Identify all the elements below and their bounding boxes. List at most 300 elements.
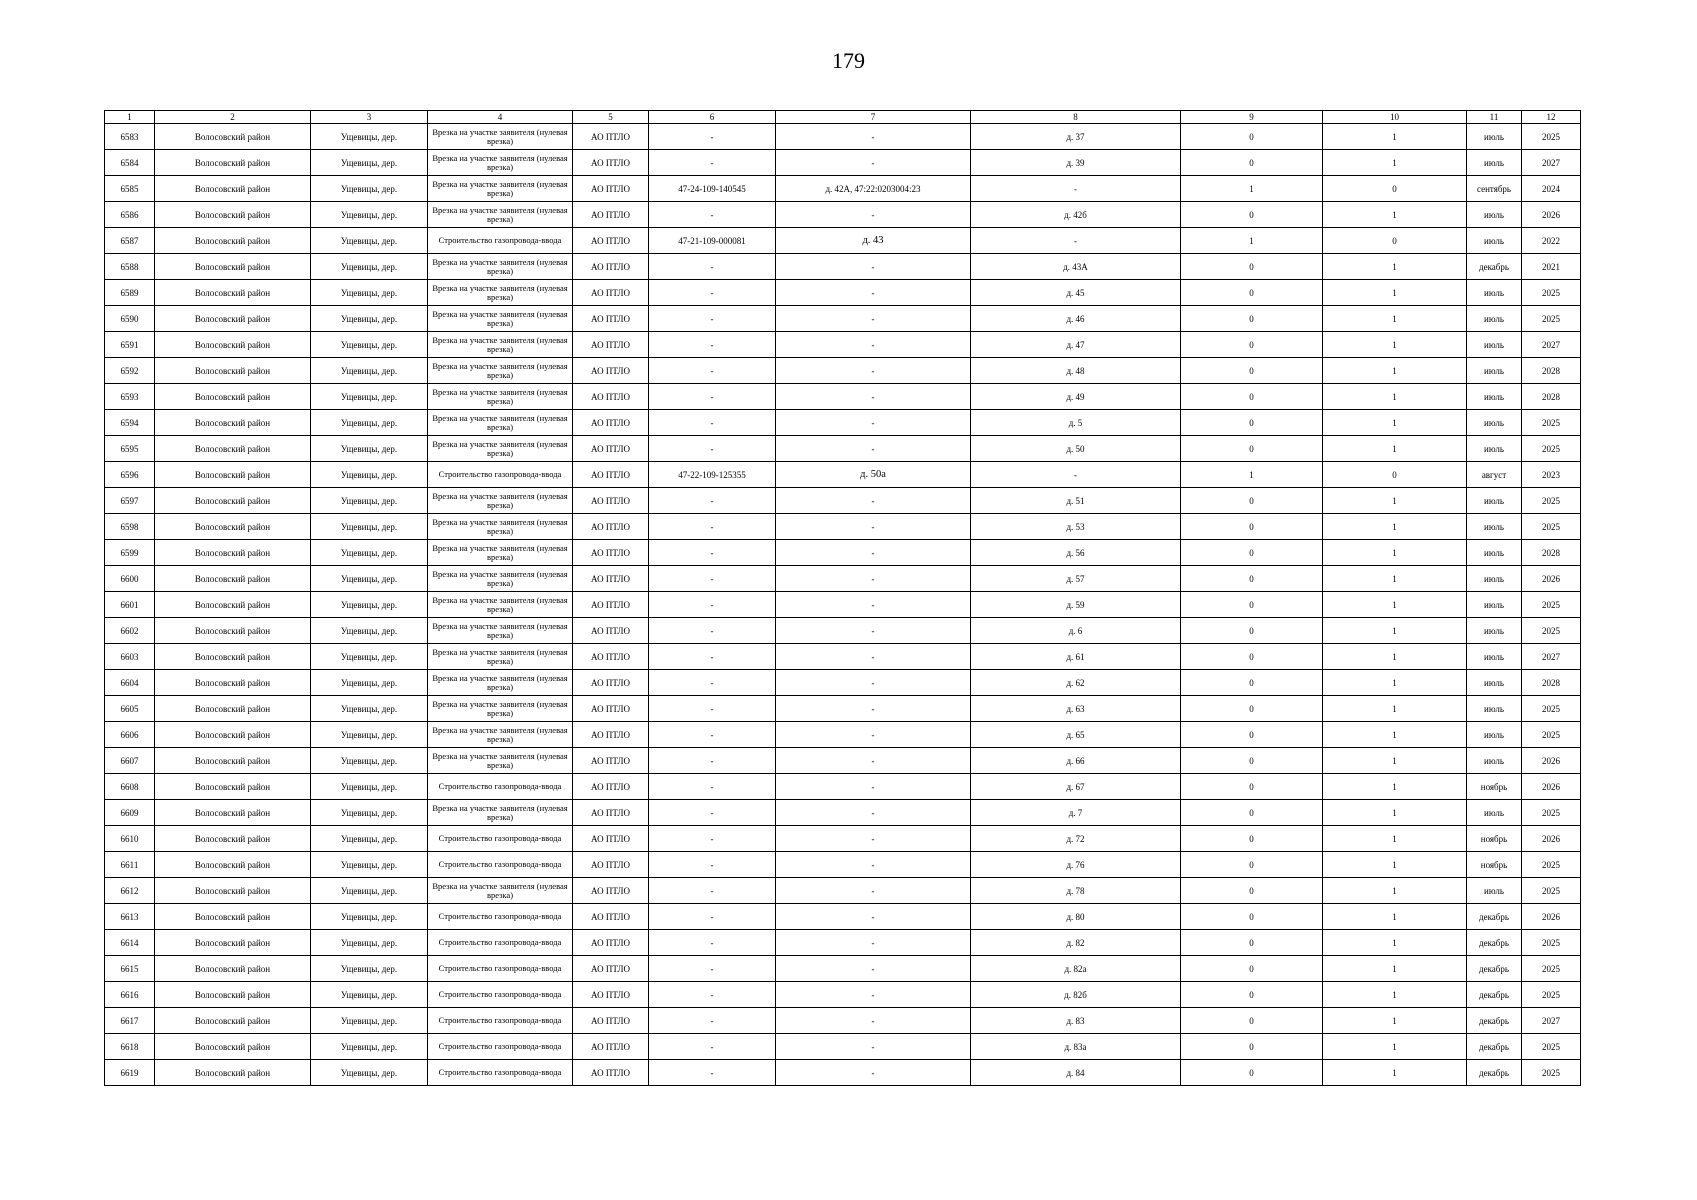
cell-count-a: 0 bbox=[1181, 436, 1323, 462]
cell-cadastral: - bbox=[776, 800, 971, 826]
cell-count-a: 0 bbox=[1181, 644, 1323, 670]
cell-district: Волосовский район bbox=[155, 748, 311, 774]
cell-year: 2026 bbox=[1522, 202, 1581, 228]
cell-permit-number: - bbox=[649, 1034, 776, 1060]
cell-year: 2026 bbox=[1522, 774, 1581, 800]
cell-month: июль bbox=[1467, 410, 1522, 436]
cell-cadastral: - bbox=[776, 1060, 971, 1086]
table-row bbox=[105, 982, 1581, 1008]
cell-month: июль bbox=[1467, 202, 1522, 228]
cell-cadastral: - bbox=[776, 410, 971, 436]
cell-row-id: 6614 bbox=[105, 930, 155, 956]
cell-district: Волосовский район bbox=[155, 358, 311, 384]
cell-count-b: 1 bbox=[1323, 878, 1467, 904]
cell-month: декабрь bbox=[1467, 1008, 1522, 1034]
cell-count-b: 1 bbox=[1323, 1034, 1467, 1060]
cell-month: июль bbox=[1467, 514, 1522, 540]
cell-work-type: Врезка на участке заявителя (нулевая врезка) bbox=[428, 488, 573, 514]
cell-count-b: 1 bbox=[1323, 800, 1467, 826]
column-header-6: 6 bbox=[649, 111, 776, 124]
cell-year: 2022 bbox=[1522, 228, 1581, 254]
cell-month: июль bbox=[1467, 332, 1522, 358]
cell-year: 2025 bbox=[1522, 930, 1581, 956]
cell-permit-number: - bbox=[649, 202, 776, 228]
cell-row-id: 6591 bbox=[105, 332, 155, 358]
cell-cadastral: - bbox=[776, 254, 971, 280]
cell-row-id: 6605 bbox=[105, 696, 155, 722]
table-row bbox=[105, 150, 1581, 176]
table-row bbox=[105, 124, 1581, 150]
column-header-4: 4 bbox=[428, 111, 573, 124]
cell-organization: АО ПТЛО bbox=[573, 514, 649, 540]
table-row bbox=[105, 956, 1581, 982]
table-row bbox=[105, 306, 1581, 332]
cell-count-a: 0 bbox=[1181, 202, 1323, 228]
cell-cadastral: - bbox=[776, 982, 971, 1008]
cell-count-b: 0 bbox=[1323, 462, 1467, 488]
cell-district: Волосовский район bbox=[155, 1034, 311, 1060]
cell-row-id: 6588 bbox=[105, 254, 155, 280]
table-row bbox=[105, 1008, 1581, 1034]
cell-year: 2028 bbox=[1522, 358, 1581, 384]
cell-cadastral: - bbox=[776, 436, 971, 462]
cell-count-a: 0 bbox=[1181, 800, 1323, 826]
cell-year: 2027 bbox=[1522, 332, 1581, 358]
cell-house: - bbox=[971, 228, 1181, 254]
cell-organization: АО ПТЛО bbox=[573, 254, 649, 280]
cell-district: Волосовский район bbox=[155, 722, 311, 748]
cell-cadastral: - bbox=[776, 332, 971, 358]
cell-house: д. 80 bbox=[971, 904, 1181, 930]
cell-organization: АО ПТЛО bbox=[573, 930, 649, 956]
cell-count-b: 1 bbox=[1323, 748, 1467, 774]
cell-count-a: 0 bbox=[1181, 982, 1323, 1008]
cell-cadastral: - bbox=[776, 566, 971, 592]
cell-locality: Ущевицы, дер. bbox=[311, 748, 428, 774]
cell-count-a: 0 bbox=[1181, 878, 1323, 904]
cell-organization: АО ПТЛО bbox=[573, 904, 649, 930]
cell-year: 2025 bbox=[1522, 514, 1581, 540]
cell-permit-number: - bbox=[649, 1008, 776, 1034]
column-header-1: 1 bbox=[105, 111, 155, 124]
cell-year: 2025 bbox=[1522, 410, 1581, 436]
cell-count-a: 0 bbox=[1181, 488, 1323, 514]
cell-organization: АО ПТЛО bbox=[573, 566, 649, 592]
cell-organization: АО ПТЛО bbox=[573, 332, 649, 358]
cell-cadastral: - bbox=[776, 124, 971, 150]
cell-organization: АО ПТЛО bbox=[573, 124, 649, 150]
cell-locality: Ущевицы, дер. bbox=[311, 930, 428, 956]
cell-district: Волосовский район bbox=[155, 332, 311, 358]
cell-row-id: 6584 bbox=[105, 150, 155, 176]
table-row bbox=[105, 774, 1581, 800]
cell-count-b: 1 bbox=[1323, 956, 1467, 982]
cell-work-type: Строительство газопровода-ввода bbox=[428, 774, 573, 800]
cell-work-type: Врезка на участке заявителя (нулевая врезка) bbox=[428, 124, 573, 150]
cell-cadastral: - bbox=[776, 904, 971, 930]
cell-house: д. 5 bbox=[971, 410, 1181, 436]
cell-locality: Ущевицы, дер. bbox=[311, 904, 428, 930]
cell-work-type: Врезка на участке заявителя (нулевая врезка) bbox=[428, 410, 573, 436]
cell-district: Волосовский район bbox=[155, 514, 311, 540]
cell-organization: АО ПТЛО bbox=[573, 1060, 649, 1086]
cell-district: Волосовский район bbox=[155, 1008, 311, 1034]
cell-row-id: 6594 bbox=[105, 410, 155, 436]
cell-count-b: 1 bbox=[1323, 774, 1467, 800]
cell-house: д. 56 bbox=[971, 540, 1181, 566]
cell-locality: Ущевицы, дер. bbox=[311, 618, 428, 644]
cell-count-a: 0 bbox=[1181, 748, 1323, 774]
table-row bbox=[105, 904, 1581, 930]
cell-locality: Ущевицы, дер. bbox=[311, 436, 428, 462]
cell-count-b: 1 bbox=[1323, 358, 1467, 384]
cell-count-a: 0 bbox=[1181, 306, 1323, 332]
cell-count-a: 0 bbox=[1181, 358, 1323, 384]
cell-work-type: Врезка на участке заявителя (нулевая врезка) bbox=[428, 306, 573, 332]
cell-house: д. 63 bbox=[971, 696, 1181, 722]
cell-district: Волосовский район bbox=[155, 150, 311, 176]
cell-count-a: 0 bbox=[1181, 904, 1323, 930]
cell-cadastral: - bbox=[776, 826, 971, 852]
cell-organization: АО ПТЛО bbox=[573, 280, 649, 306]
cell-cadastral: - bbox=[776, 878, 971, 904]
cell-locality: Ущевицы, дер. bbox=[311, 644, 428, 670]
cell-year: 2025 bbox=[1522, 1060, 1581, 1086]
cell-work-type: Врезка на участке заявителя (нулевая врезка) bbox=[428, 696, 573, 722]
cell-organization: АО ПТЛО bbox=[573, 176, 649, 202]
cell-permit-number: - bbox=[649, 930, 776, 956]
cell-count-a: 0 bbox=[1181, 1060, 1323, 1086]
cell-permit-number: - bbox=[649, 436, 776, 462]
cell-permit-number: - bbox=[649, 904, 776, 930]
cell-count-b: 1 bbox=[1323, 254, 1467, 280]
cell-cadastral: - bbox=[776, 1034, 971, 1060]
cell-row-id: 6619 bbox=[105, 1060, 155, 1086]
cell-row-id: 6613 bbox=[105, 904, 155, 930]
cell-month: июль bbox=[1467, 670, 1522, 696]
cell-cadastral: - bbox=[776, 644, 971, 670]
cell-organization: АО ПТЛО bbox=[573, 384, 649, 410]
cell-district: Волосовский район bbox=[155, 176, 311, 202]
cell-work-type: Врезка на участке заявителя (нулевая врезка) bbox=[428, 670, 573, 696]
cell-year: 2023 bbox=[1522, 462, 1581, 488]
cell-locality: Ущевицы, дер. bbox=[311, 384, 428, 410]
cell-district: Волосовский район bbox=[155, 904, 311, 930]
cell-count-a: 0 bbox=[1181, 774, 1323, 800]
gas-connection-table bbox=[104, 110, 1581, 1086]
cell-count-b: 1 bbox=[1323, 514, 1467, 540]
cell-house: д. 83 bbox=[971, 1008, 1181, 1034]
cell-month: июль bbox=[1467, 800, 1522, 826]
cell-work-type: Строительство газопровода-ввода bbox=[428, 930, 573, 956]
cell-work-type: Строительство газопровода-ввода bbox=[428, 1008, 573, 1034]
cell-work-type: Строительство газопровода-ввода bbox=[428, 1060, 573, 1086]
cell-district: Волосовский район bbox=[155, 644, 311, 670]
cell-house: д. 66 bbox=[971, 748, 1181, 774]
cell-row-id: 6595 bbox=[105, 436, 155, 462]
cell-cadastral: - bbox=[776, 852, 971, 878]
cell-row-id: 6586 bbox=[105, 202, 155, 228]
table-row bbox=[105, 540, 1581, 566]
table-row bbox=[105, 1060, 1581, 1086]
cell-month: июль bbox=[1467, 124, 1522, 150]
cell-work-type: Строительство газопровода-ввода bbox=[428, 956, 573, 982]
cell-organization: АО ПТЛО bbox=[573, 670, 649, 696]
cell-count-b: 1 bbox=[1323, 540, 1467, 566]
cell-cadastral: - bbox=[776, 774, 971, 800]
table-row bbox=[105, 436, 1581, 462]
cell-year: 2028 bbox=[1522, 540, 1581, 566]
table-body bbox=[105, 124, 1581, 1086]
cell-locality: Ущевицы, дер. bbox=[311, 410, 428, 436]
cell-organization: АО ПТЛО bbox=[573, 358, 649, 384]
cell-row-id: 6592 bbox=[105, 358, 155, 384]
cell-year: 2025 bbox=[1522, 1034, 1581, 1060]
cell-month: июль bbox=[1467, 878, 1522, 904]
cell-count-a: 0 bbox=[1181, 124, 1323, 150]
cell-locality: Ущевицы, дер. bbox=[311, 488, 428, 514]
cell-year: 2028 bbox=[1522, 384, 1581, 410]
cell-organization: АО ПТЛО bbox=[573, 1008, 649, 1034]
cell-work-type: Врезка на участке заявителя (нулевая врезка) bbox=[428, 800, 573, 826]
cell-month: июль bbox=[1467, 618, 1522, 644]
cell-permit-number: - bbox=[649, 774, 776, 800]
column-header-10: 10 bbox=[1323, 111, 1467, 124]
cell-count-b: 1 bbox=[1323, 644, 1467, 670]
cell-cadastral: - bbox=[776, 488, 971, 514]
cell-row-id: 6610 bbox=[105, 826, 155, 852]
cell-row-id: 6607 bbox=[105, 748, 155, 774]
cell-organization: АО ПТЛО bbox=[573, 800, 649, 826]
cell-count-b: 1 bbox=[1323, 202, 1467, 228]
table-row bbox=[105, 280, 1581, 306]
cell-organization: АО ПТЛО bbox=[573, 644, 649, 670]
cell-locality: Ущевицы, дер. bbox=[311, 722, 428, 748]
cell-row-id: 6617 bbox=[105, 1008, 155, 1034]
cell-house: д. 78 bbox=[971, 878, 1181, 904]
cell-house: д. 43А bbox=[971, 254, 1181, 280]
cell-locality: Ущевицы, дер. bbox=[311, 852, 428, 878]
cell-district: Волосовский район bbox=[155, 228, 311, 254]
cell-month: июль bbox=[1467, 696, 1522, 722]
cell-permit-number: - bbox=[649, 800, 776, 826]
cell-locality: Ущевицы, дер. bbox=[311, 462, 428, 488]
cell-work-type: Врезка на участке заявителя (нулевая врезка) bbox=[428, 514, 573, 540]
cell-row-id: 6593 bbox=[105, 384, 155, 410]
cell-locality: Ущевицы, дер. bbox=[311, 358, 428, 384]
cell-locality: Ущевицы, дер. bbox=[311, 696, 428, 722]
cell-count-b: 0 bbox=[1323, 176, 1467, 202]
cell-row-id: 6606 bbox=[105, 722, 155, 748]
cell-count-b: 1 bbox=[1323, 592, 1467, 618]
cell-count-a: 0 bbox=[1181, 852, 1323, 878]
cell-count-b: 1 bbox=[1323, 722, 1467, 748]
cell-count-a: 0 bbox=[1181, 592, 1323, 618]
table-row bbox=[105, 748, 1581, 774]
cell-work-type: Строительство газопровода-ввода bbox=[428, 904, 573, 930]
cell-row-id: 6608 bbox=[105, 774, 155, 800]
cell-count-b: 1 bbox=[1323, 384, 1467, 410]
cell-district: Волосовский район bbox=[155, 124, 311, 150]
cell-house: д. 7 bbox=[971, 800, 1181, 826]
cell-organization: АО ПТЛО bbox=[573, 956, 649, 982]
cell-cadastral: д. 50а bbox=[776, 462, 971, 488]
cell-row-id: 6615 bbox=[105, 956, 155, 982]
cell-month: июль bbox=[1467, 150, 1522, 176]
cell-month: декабрь bbox=[1467, 982, 1522, 1008]
cell-work-type: Врезка на участке заявителя (нулевая врезка) bbox=[428, 332, 573, 358]
cell-work-type: Врезка на участке заявителя (нулевая врезка) bbox=[428, 150, 573, 176]
cell-locality: Ущевицы, дер. bbox=[311, 176, 428, 202]
cell-organization: АО ПТЛО bbox=[573, 748, 649, 774]
table-row bbox=[105, 878, 1581, 904]
cell-house: д. 84 bbox=[971, 1060, 1181, 1086]
cell-district: Волосовский район bbox=[155, 800, 311, 826]
cell-month: декабрь bbox=[1467, 956, 1522, 982]
cell-house: д. 39 bbox=[971, 150, 1181, 176]
cell-year: 2025 bbox=[1522, 124, 1581, 150]
cell-count-a: 0 bbox=[1181, 150, 1323, 176]
cell-count-b: 1 bbox=[1323, 410, 1467, 436]
cell-row-id: 6583 bbox=[105, 124, 155, 150]
cell-permit-number: - bbox=[649, 150, 776, 176]
cell-district: Волосовский район bbox=[155, 1060, 311, 1086]
cell-permit-number: - bbox=[649, 410, 776, 436]
cell-count-a: 1 bbox=[1181, 176, 1323, 202]
cell-district: Волосовский район bbox=[155, 670, 311, 696]
cell-month: июль bbox=[1467, 566, 1522, 592]
cell-permit-number: - bbox=[649, 124, 776, 150]
cell-count-a: 0 bbox=[1181, 410, 1323, 436]
cell-year: 2028 bbox=[1522, 670, 1581, 696]
cell-locality: Ущевицы, дер. bbox=[311, 280, 428, 306]
cell-count-a: 0 bbox=[1181, 332, 1323, 358]
cell-year: 2025 bbox=[1522, 982, 1581, 1008]
cell-permit-number: - bbox=[649, 722, 776, 748]
table-row bbox=[105, 332, 1581, 358]
cell-month: июль bbox=[1467, 644, 1522, 670]
cell-house: д. 37 bbox=[971, 124, 1181, 150]
cell-house: - bbox=[971, 176, 1181, 202]
table-row bbox=[105, 358, 1581, 384]
cell-house: д. 82б bbox=[971, 982, 1181, 1008]
cell-permit-number: - bbox=[649, 254, 776, 280]
cell-house: д. 82 bbox=[971, 930, 1181, 956]
cell-work-type: Врезка на участке заявителя (нулевая врезка) bbox=[428, 176, 573, 202]
cell-year: 2026 bbox=[1522, 826, 1581, 852]
cell-organization: АО ПТЛО bbox=[573, 878, 649, 904]
cell-permit-number: - bbox=[649, 566, 776, 592]
cell-cadastral: - bbox=[776, 280, 971, 306]
cell-count-b: 1 bbox=[1323, 982, 1467, 1008]
cell-count-a: 0 bbox=[1181, 384, 1323, 410]
cell-work-type: Строительство газопровода-ввода bbox=[428, 826, 573, 852]
cell-permit-number: - bbox=[649, 332, 776, 358]
cell-year: 2026 bbox=[1522, 904, 1581, 930]
cell-district: Волосовский район bbox=[155, 488, 311, 514]
column-header-12: 12 bbox=[1522, 111, 1581, 124]
cell-organization: АО ПТЛО bbox=[573, 306, 649, 332]
table-row bbox=[105, 514, 1581, 540]
cell-district: Волосовский район bbox=[155, 618, 311, 644]
cell-year: 2027 bbox=[1522, 1008, 1581, 1034]
cell-district: Волосовский район bbox=[155, 462, 311, 488]
column-header-9: 9 bbox=[1181, 111, 1323, 124]
table-row bbox=[105, 410, 1581, 436]
cell-year: 2025 bbox=[1522, 722, 1581, 748]
cell-count-b: 1 bbox=[1323, 670, 1467, 696]
cell-count-a: 0 bbox=[1181, 1008, 1323, 1034]
table-row bbox=[105, 254, 1581, 280]
cell-house: д. 61 bbox=[971, 644, 1181, 670]
cell-cadastral: - bbox=[776, 670, 971, 696]
cell-locality: Ущевицы, дер. bbox=[311, 540, 428, 566]
cell-organization: АО ПТЛО bbox=[573, 202, 649, 228]
cell-cadastral: - bbox=[776, 748, 971, 774]
cell-month: июль bbox=[1467, 384, 1522, 410]
cell-count-b: 1 bbox=[1323, 826, 1467, 852]
cell-year: 2025 bbox=[1522, 592, 1581, 618]
cell-month: ноябрь bbox=[1467, 774, 1522, 800]
cell-month: июль bbox=[1467, 722, 1522, 748]
cell-count-a: 0 bbox=[1181, 930, 1323, 956]
cell-organization: АО ПТЛО bbox=[573, 722, 649, 748]
cell-count-a: 0 bbox=[1181, 826, 1323, 852]
cell-count-a: 0 bbox=[1181, 566, 1323, 592]
cell-locality: Ущевицы, дер. bbox=[311, 150, 428, 176]
cell-row-id: 6600 bbox=[105, 566, 155, 592]
table-row bbox=[105, 644, 1581, 670]
cell-year: 2025 bbox=[1522, 878, 1581, 904]
cell-house: - bbox=[971, 462, 1181, 488]
cell-cadastral: - bbox=[776, 956, 971, 982]
cell-count-b: 1 bbox=[1323, 488, 1467, 514]
table-row bbox=[105, 670, 1581, 696]
cell-cadastral: - bbox=[776, 540, 971, 566]
table-row bbox=[105, 800, 1581, 826]
table-row bbox=[105, 852, 1581, 878]
cell-locality: Ущевицы, дер. bbox=[311, 592, 428, 618]
column-header-7: 7 bbox=[776, 111, 971, 124]
cell-year: 2026 bbox=[1522, 566, 1581, 592]
cell-house: д. 62 bbox=[971, 670, 1181, 696]
cell-permit-number: - bbox=[649, 748, 776, 774]
table-row bbox=[105, 618, 1581, 644]
cell-count-b: 1 bbox=[1323, 436, 1467, 462]
cell-cadastral: - bbox=[776, 384, 971, 410]
cell-work-type: Строительство газопровода-ввода bbox=[428, 852, 573, 878]
cell-organization: АО ПТЛО bbox=[573, 826, 649, 852]
cell-work-type: Врезка на участке заявителя (нулевая врезка) bbox=[428, 592, 573, 618]
cell-count-b: 1 bbox=[1323, 566, 1467, 592]
cell-row-id: 6597 bbox=[105, 488, 155, 514]
cell-work-type: Строительство газопровода-ввода bbox=[428, 462, 573, 488]
cell-permit-number: - bbox=[649, 956, 776, 982]
cell-count-a: 0 bbox=[1181, 722, 1323, 748]
column-header-11: 11 bbox=[1467, 111, 1522, 124]
cell-month: июль bbox=[1467, 436, 1522, 462]
cell-district: Волосовский район bbox=[155, 540, 311, 566]
cell-cadastral: - bbox=[776, 150, 971, 176]
cell-permit-number: - bbox=[649, 670, 776, 696]
cell-count-b: 1 bbox=[1323, 306, 1467, 332]
cell-work-type: Врезка на участке заявителя (нулевая врезка) bbox=[428, 202, 573, 228]
cell-row-id: 6590 bbox=[105, 306, 155, 332]
cell-permit-number: - bbox=[649, 280, 776, 306]
cell-row-id: 6599 bbox=[105, 540, 155, 566]
cell-year: 2025 bbox=[1522, 956, 1581, 982]
cell-row-id: 6589 bbox=[105, 280, 155, 306]
